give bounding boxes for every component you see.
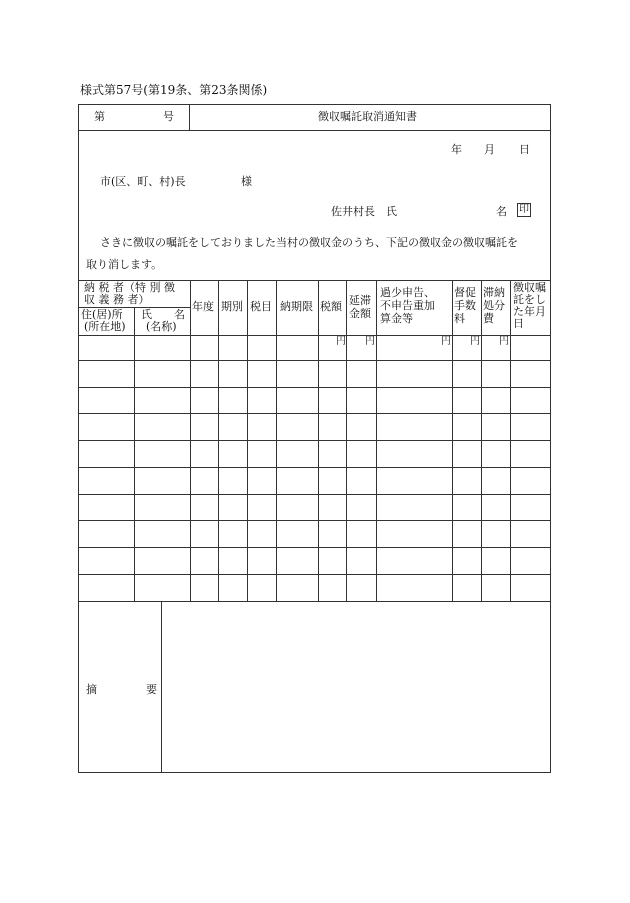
header-disposal-line3: 費 <box>483 312 494 325</box>
form-caption: 様式第57号(第19条、第23条関係) <box>80 83 268 97</box>
title-divider <box>189 104 190 130</box>
header-tax-amount: 税額 <box>320 300 342 313</box>
header-due-date: 納期限 <box>280 300 313 313</box>
col-rule-disposal <box>481 280 482 601</box>
header-tax-item: 税目 <box>250 300 272 313</box>
unit-yen-surcharge: 円 <box>441 336 451 347</box>
header-surcharge-line1: 過少申告、 <box>380 286 435 299</box>
unit-yen-fee: 円 <box>470 336 480 347</box>
header-taxpayer-line2: 収 義 務 者） <box>84 293 150 306</box>
header-fee-line3: 料 <box>454 312 465 325</box>
header-date-line3: た年月 <box>513 305 546 318</box>
header-name-line2: (名称) <box>146 320 177 333</box>
header-date-line1: 徴収嘱 <box>513 281 546 294</box>
sender-name-label: 名 <box>496 205 507 218</box>
header-taxpayer-line1: 納 税 者（特 別 徴 <box>84 281 175 294</box>
col-rule-taxitem <box>247 280 248 601</box>
sender-title: 佐井村長 氏 <box>331 205 397 218</box>
table-bottom-rule <box>78 601 551 602</box>
summary-label-left: 摘 <box>86 683 97 696</box>
number-suffix: 号 <box>163 110 174 123</box>
header-delinquency-line2: 金額 <box>349 307 371 320</box>
col-rule-due <box>276 280 277 601</box>
col-rule-surcharge <box>376 280 377 601</box>
date-day-label: 日 <box>519 143 530 156</box>
header-surcharge-line2: 不申告重加 <box>380 299 435 312</box>
unit-yen-delinquency: 円 <box>365 336 375 347</box>
header-delinquency-line1: 延滞 <box>349 294 371 307</box>
header-disposal-line1: 滞納 <box>483 286 505 299</box>
header-address-line1: 住(居)所 <box>81 308 123 321</box>
col-rule-fee <box>452 280 453 601</box>
header-period: 期別 <box>221 300 243 313</box>
col-rule-date <box>510 280 511 601</box>
col-rule-name <box>134 307 135 601</box>
col-rule-delinquency <box>346 280 347 601</box>
header-year: 年度 <box>192 300 214 313</box>
date-month-label: 月 <box>484 143 495 156</box>
form-title: 徴収嘱託取消通知書 <box>318 110 417 123</box>
header-fee-line1: 督促 <box>454 286 476 299</box>
number-prefix: 第 <box>94 110 105 123</box>
summary-label-right: 要 <box>146 683 157 696</box>
header-disposal-line2: 処分 <box>483 299 505 312</box>
col-rule-period <box>218 280 219 601</box>
header-date-line2: 託をし <box>513 293 546 306</box>
title-bottom-rule <box>78 130 551 131</box>
header-surcharge-line3: 算金等 <box>380 312 413 325</box>
summary-divider <box>161 601 162 773</box>
addressee-name: 市(区、町、村)長 <box>100 175 186 188</box>
header-fee-line2: 手数 <box>454 299 476 312</box>
header-address-line2: (所在地) <box>84 320 126 333</box>
seal-stamp: 印 <box>519 204 529 215</box>
unit-yen-tax: 円 <box>336 336 346 347</box>
date-year-label: 年 <box>451 143 462 156</box>
header-date-line4: 日 <box>513 317 524 330</box>
header-name-line1: 氏 名 <box>141 308 185 321</box>
body-text-line2: 取り消します。 <box>86 258 163 271</box>
col-rule-taxamount <box>318 280 319 601</box>
col-rule-year <box>190 280 191 601</box>
body-text-line1: さきに徴収の嘱託をしておりました当村の徴収金のうち、下記の徴収金の徴収嘱託を <box>100 236 518 249</box>
unit-yen-disposal: 円 <box>499 336 509 347</box>
addressee-honorific: 様 <box>241 175 252 188</box>
